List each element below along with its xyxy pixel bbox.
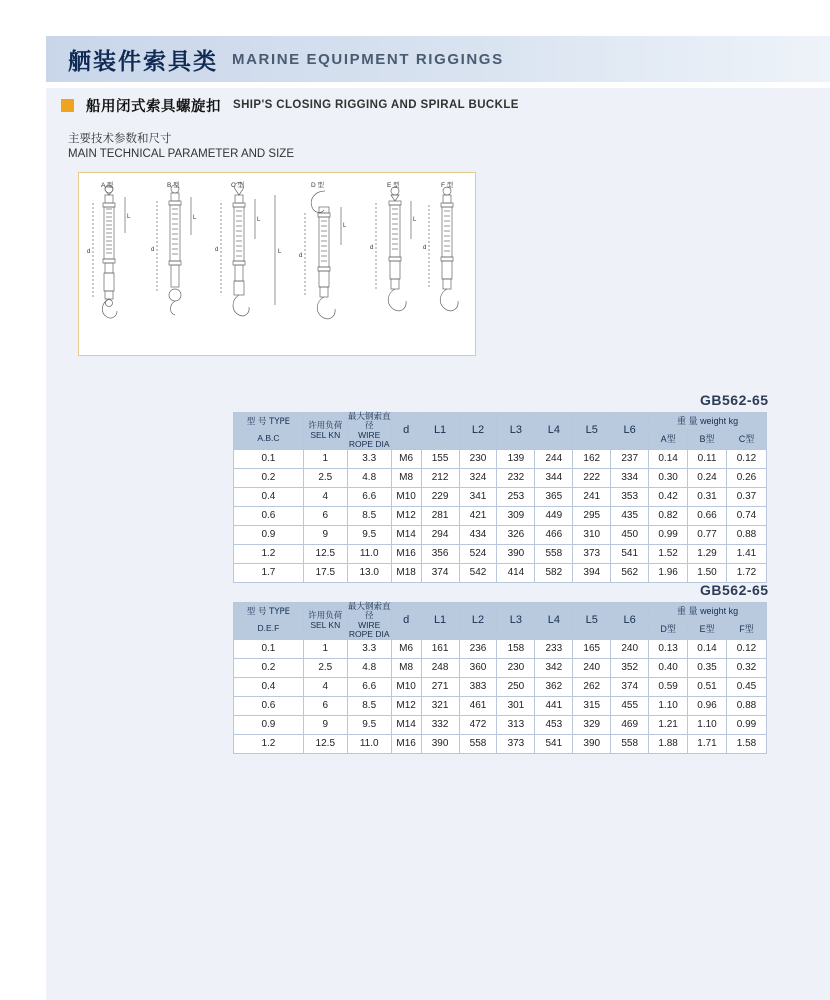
th-l6: L6 <box>611 603 649 640</box>
th-type <box>234 413 304 450</box>
th-weight-b: B型 <box>688 431 727 449</box>
th-load-en: SEL KN <box>310 429 341 440</box>
svg-text:A 型: A 型 <box>101 182 114 189</box>
header-title-en: MARINE EQUIPMENT RIGGINGS <box>232 50 504 68</box>
th-weight-c: C型 <box>726 431 766 449</box>
th-load-cn: 许用负荷 <box>308 420 343 431</box>
th-d: d <box>391 603 421 640</box>
table-row: 0.1 1 3.3 M6 161 236 158 233 165 240 0.13 0.14 0.12 <box>234 639 767 658</box>
th-weight-cn: 重 量 <box>677 415 698 426</box>
th-type-cn: 型 号 TYPE <box>246 607 291 618</box>
subtitle-en: SHIP'S CLOSING RIGGING AND SPIRAL BUCKLE <box>233 99 519 111</box>
th-weight-e: E型 <box>688 621 727 639</box>
th-rope-cn: 最大钢索直径 <box>347 602 391 621</box>
th-rope-cn: 最大钢索直径 <box>347 412 391 431</box>
table-row: 0.4 4 6.6 M10 229 341 253 365 241 353 0.42 0.31 0.37 <box>234 487 767 506</box>
th-weight-text <box>677 416 738 426</box>
th-load <box>303 603 347 640</box>
th-weight-text <box>677 606 738 616</box>
th-l2: L2 <box>459 413 497 450</box>
svg-text:d: d <box>87 249 91 255</box>
standard-label-1: GB562-65 <box>700 392 769 408</box>
spec-table-def-body <box>234 639 767 753</box>
th-rope <box>347 413 391 450</box>
table-row: 0.2 2.5 4.8 M8 212 324 232 344 222 334 0.30 0.24 0.26 <box>234 468 767 487</box>
th-weight-d: D型 <box>649 621 688 639</box>
parameter-label <box>68 130 294 162</box>
standard-label-2: GB562-65 <box>700 582 769 598</box>
th-d: d <box>391 413 421 450</box>
th-weight-en: weight kg <box>700 415 739 426</box>
th-rope <box>347 603 391 640</box>
th-weight-cn: 重 量 <box>677 605 698 616</box>
svg-text:d: d <box>423 245 427 251</box>
svg-text:F 型: F 型 <box>441 182 454 189</box>
th-l3: L3 <box>497 603 535 640</box>
th-l1: L1 <box>421 603 459 640</box>
table-row: 0.9 9 9.5 M14 332 472 313 453 329 469 1.21 1.10 0.99 <box>234 715 767 734</box>
svg-text:d: d <box>299 253 303 259</box>
th-load-en: SEL KN <box>310 619 341 630</box>
th-rope-en: WIRE ROPE DIA <box>348 619 390 639</box>
svg-text:L: L <box>343 223 347 229</box>
th-l3: L3 <box>497 413 535 450</box>
table-row: 0.1 1 3.3 M6 155 230 139 244 162 237 0.14 0.11 0.12 <box>234 449 767 468</box>
th-l6: L6 <box>611 413 649 450</box>
spec-table-abc <box>233 412 767 583</box>
svg-text:E 型: E 型 <box>387 182 400 189</box>
th-weight-group <box>649 413 767 431</box>
svg-text:d: d <box>215 247 219 253</box>
parameter-label-en: MAIN TECHNICAL PARAMETER AND SIZE <box>68 148 294 160</box>
th-weight-group <box>649 603 767 621</box>
spec-table-abc-body <box>234 449 767 582</box>
svg-text:d: d <box>151 247 155 253</box>
parameter-label-cn: 主要技术参数和尺寸 <box>68 131 172 145</box>
th-load <box>303 413 347 450</box>
svg-text:L: L <box>193 215 197 221</box>
th-l4: L4 <box>535 603 573 640</box>
th-load-cn: 许用负荷 <box>308 610 343 621</box>
svg-text:L: L <box>413 217 417 223</box>
table-row: 0.4 4 6.6 M10 271 383 250 362 262 374 0.59 0.51 0.45 <box>234 677 767 696</box>
th-l5: L5 <box>573 603 611 640</box>
spec-table-def <box>233 602 767 754</box>
svg-text:L: L <box>257 217 261 223</box>
page-header <box>46 36 830 82</box>
svg-text:L: L <box>127 214 131 220</box>
technical-drawing-figure <box>78 172 476 356</box>
table-row: 1.7 17.5 13.0 M18 374 542 414 582 394 562 1.96 1.50 1.72 <box>234 563 767 582</box>
square-marker-icon <box>61 99 74 112</box>
th-l2: L2 <box>459 603 497 640</box>
th-rope-en: WIRE ROPE DIA <box>348 429 390 449</box>
section-subtitle <box>46 92 830 118</box>
th-type-models: A.B.C <box>257 433 280 444</box>
th-l1: L1 <box>421 413 459 450</box>
th-l4: L4 <box>535 413 573 450</box>
svg-text:C 型: C 型 <box>231 182 244 189</box>
th-weight-a: A型 <box>649 431 688 449</box>
table-row: 1.2 12.5 11.0 M16 390 558 373 541 390 558 1.88 1.71 1.58 <box>234 734 767 753</box>
svg-text:L: L <box>278 249 282 255</box>
subtitle-cn: 船用闭式索具螺旋扣 <box>86 98 221 115</box>
table-row: 0.2 2.5 4.8 M8 248 360 230 342 240 352 0.40 0.35 0.32 <box>234 658 767 677</box>
header-title-cn: 舾装件索具类 <box>68 48 218 75</box>
rigging-diagram-svg <box>79 173 473 353</box>
table-row: 1.2 12.5 11.0 M16 356 524 390 558 373 541 1.52 1.29 1.41 <box>234 544 767 563</box>
th-l5: L5 <box>573 413 611 450</box>
th-weight-f: F型 <box>726 621 766 639</box>
th-type-cn: 型 号 TYPE <box>246 417 291 428</box>
table-row: 0.9 9 9.5 M14 294 434 326 466 310 450 0.99 0.77 0.88 <box>234 525 767 544</box>
th-type-models: D.E.F <box>257 623 280 634</box>
th-weight-en: weight kg <box>700 605 739 616</box>
svg-text:d: d <box>370 245 374 251</box>
svg-text:B 型: B 型 <box>167 182 180 189</box>
table-row: 0.6 6 8.5 M12 321 461 301 441 315 455 1.10 0.96 0.88 <box>234 696 767 715</box>
th-type <box>234 603 304 640</box>
svg-text:D 型: D 型 <box>311 182 324 189</box>
table-row: 0.6 6 8.5 M12 281 421 309 449 295 435 0.82 0.66 0.74 <box>234 506 767 525</box>
